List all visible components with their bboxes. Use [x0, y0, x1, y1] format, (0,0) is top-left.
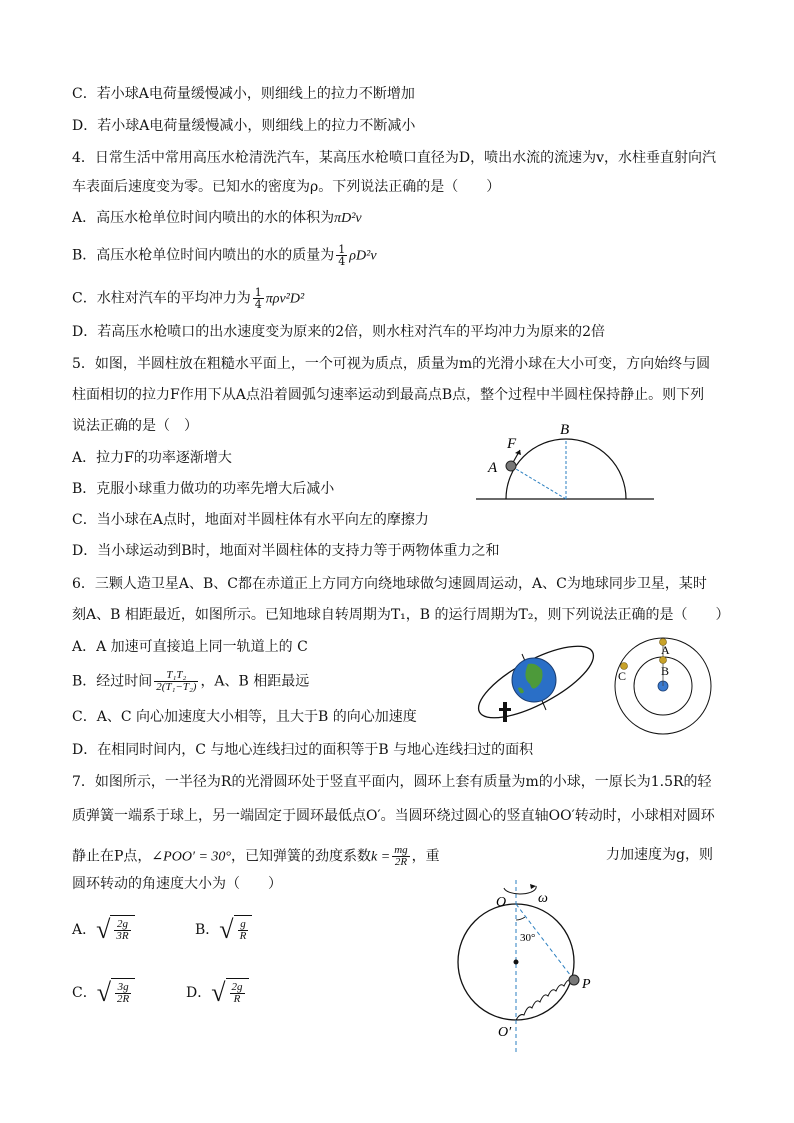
label-b: B — [560, 422, 570, 438]
q4-stem-line1: 4．日常生活中常用高压水枪清洗汽车，某高压水枪喷口直径为D，喷出水流的流速为v，水柱垂直射向汽 — [72, 150, 717, 166]
q7-option-b-label: B． — [195, 922, 220, 938]
q5-option-c: C．当小球在A点时，地面对半圆柱体有水平向左的摩擦力 — [72, 512, 429, 528]
label-c: C — [618, 669, 627, 683]
q4-option-c-fraction — [253, 287, 264, 310]
q7-option-c — [72, 978, 135, 1008]
q7-option-a-den: 3R — [116, 930, 129, 942]
q7-option-d-sqrt: √ $\frac{2g}{R}$ — [211, 978, 248, 1008]
ball-a — [506, 461, 516, 471]
satellite-panel — [499, 708, 511, 711]
q5-stem-line2: 柱面相切的拉力F作用下从A点沿着圆弧匀速率运动到最高点B点，整个过程中半圆柱保持静止。则下列 — [72, 387, 705, 403]
label-o-prime: O′ — [498, 1025, 512, 1040]
q4-option-b — [72, 244, 377, 267]
q4-stem-line2: 车表面后速度变为零。已知水的密度为ρ。下列说法正确的是（ ） — [72, 179, 501, 195]
q5-stem-line3: 说法正确的是（ ） — [72, 418, 198, 434]
q6-option-c: C．A、C 向心加速度大小相等，且大于B 的向心加速度 — [72, 709, 417, 725]
q7-stem3-mid: ，已知弹簧的劲度系数 — [231, 848, 372, 865]
q7-option-b-den: R — [239, 930, 247, 942]
satellite-body — [503, 702, 507, 722]
q4-option-d: D．若高压水枪喷口的出水速度变为原来的2倍，则水柱对汽车的平均冲力为原来的2倍 — [72, 324, 606, 340]
q6-option-b — [72, 670, 309, 693]
q5-option-a: A．拉力F的功率逐渐增大 — [72, 450, 232, 466]
q6-option-b-post: ，A、B 相距最远 — [200, 673, 310, 690]
q7-option-c-num: 3g — [115, 982, 131, 994]
satellite-b — [660, 657, 667, 664]
q7-stem-line2: 质弹簧一端系于球上，另一端固定于圆环最低点O′。当圆环绕过圆心的竖直轴OO′转动时，小球相对圆环 — [72, 808, 715, 824]
q4-option-a-expr: πD²v — [334, 211, 362, 226]
q4-option-c-den: 4 — [254, 298, 262, 311]
q4-option-c — [72, 287, 304, 310]
q6-option-a: A．A 加速可直接追上同一轨道上的 C — [72, 639, 308, 655]
q3-option-d: D．若小球A电荷量缓慢减小，则细线上的拉力不断减小 — [72, 118, 416, 134]
ring-center — [514, 960, 519, 965]
q7-stem-line4: 圆环转动的角速度大小为（ ） — [72, 876, 282, 892]
label-angle: 30° — [520, 932, 536, 944]
q7-stem3-angle: ∠POO′ = 30° — [151, 849, 232, 865]
q7-option-a-label: A． — [72, 922, 97, 938]
q4-option-c-expr: πρv²D² — [265, 291, 305, 307]
q7-ring-figure — [450, 876, 610, 1056]
q7-option-b-sqrt: √ $\frac{g}{R}$ — [219, 915, 252, 945]
q7-stem3-num: mg — [394, 844, 408, 856]
label-f: F — [507, 436, 517, 452]
q3-option-c: C．若小球A电荷量缓慢减小，则细线上的拉力不断增加 — [72, 86, 415, 102]
q4-option-b-fraction — [336, 244, 347, 267]
label-b: B — [661, 664, 670, 678]
q4-option-b-text: B．高压水枪单位时间内喷出的水的质量为 — [72, 247, 335, 264]
q7-option-b-num: g — [238, 919, 249, 931]
q4-option-c-text: C．水柱对汽车的平均冲力为 — [72, 290, 251, 307]
q5-semicylinder-figure — [470, 418, 660, 508]
q7-option-d-label: D． — [186, 985, 212, 1001]
ball-p — [569, 975, 579, 985]
q7-stem-line1: 7．如图所示，一半径为R的光滑圆环处于竖直平面内，圆环上套有质量为m的小球，一原长为1.5R的轻 — [72, 774, 712, 790]
q5-option-d: D．当小球运动到B时，地面对半圆柱体的支持力等于两物体重力之和 — [72, 543, 500, 559]
q6-earth-orbit-figure — [470, 636, 605, 731]
q6-option-b-fraction — [154, 670, 198, 693]
q4-option-a-text: A．高压水枪单位时间内喷出的水的体积为 — [72, 210, 335, 226]
q7-option-d — [186, 978, 249, 1008]
q5-stem-line1: 5．如图，半圆柱放在粗糙水平面上，一个可视为质点，质量为m的光滑小球在大小可变，方向始终与圆 — [72, 356, 711, 372]
q6-option-b-num: T₁T₂ — [154, 670, 198, 682]
q6-stem-line1: 6．三颗人造卫星A、B、C都在赤道正上方同方向绕地球做匀速圆周运动，A、C为地球同步卫星，某时 — [72, 576, 707, 592]
q7-stem3-fraction — [392, 845, 409, 868]
label-omega: ω — [538, 891, 548, 906]
q7-stem3-den: 2R — [394, 856, 408, 868]
q7-stem3-pre: 静止在P点， — [72, 848, 152, 865]
label-a: A — [661, 643, 670, 657]
q7-option-d-num: 2g — [231, 981, 243, 993]
rotation-arrowhead — [530, 884, 536, 889]
q6-stem-line2: 刻A、B 相距最近，如图所示。已知地球自转周期为T₁，B 的运行周期为T₂，则下列说法正确的是（ ） — [72, 607, 730, 623]
q7-option-d-den: R — [233, 993, 241, 1005]
q6-option-b-pre: B．经过时间 — [72, 673, 153, 690]
q7-option-a-sqrt: √ $\frac{2g}{3R}$ — [96, 915, 135, 945]
q7-stem-line3 — [72, 845, 440, 868]
q7-option-c-sqrt: √ $\frac{3g}{2R}$ — [97, 978, 136, 1008]
q7-stem3-post: ，重 — [411, 848, 440, 865]
q4-option-a — [72, 208, 362, 229]
q6-satellite-orbits-figure — [610, 636, 720, 736]
q6-option-d: D．在相同时间内，C 与地心连线扫过的面积等于B 与地心连线扫过的面积 — [72, 742, 534, 758]
q7-option-a — [72, 915, 135, 945]
radius-to-a — [511, 466, 566, 499]
label-a: A — [488, 460, 498, 476]
q4-option-b-expr: ρD²v — [349, 248, 377, 264]
q6-option-b-den: 2(T₁−T₂) — [156, 681, 197, 693]
q7-option-a-num: 2g — [114, 919, 130, 931]
q4-option-b-num: 1 — [338, 243, 346, 256]
label-p: P — [582, 977, 591, 992]
spring — [516, 979, 574, 1020]
q7-option-c-den: 2R — [117, 993, 130, 1005]
q7-stem3-k: k = — [371, 849, 391, 865]
q7-stem3-right: 力加速度为g，则 — [606, 847, 713, 863]
q5-option-b: B．克服小球重力做功的功率先增大后减小 — [72, 481, 335, 497]
label-o: O — [496, 895, 507, 910]
q4-option-c-num: 1 — [254, 286, 262, 299]
q7-option-b — [195, 915, 252, 945]
q7-option-c-label: C． — [72, 985, 97, 1001]
q4-option-b-den: 4 — [338, 255, 346, 268]
angle-arc — [516, 917, 525, 920]
